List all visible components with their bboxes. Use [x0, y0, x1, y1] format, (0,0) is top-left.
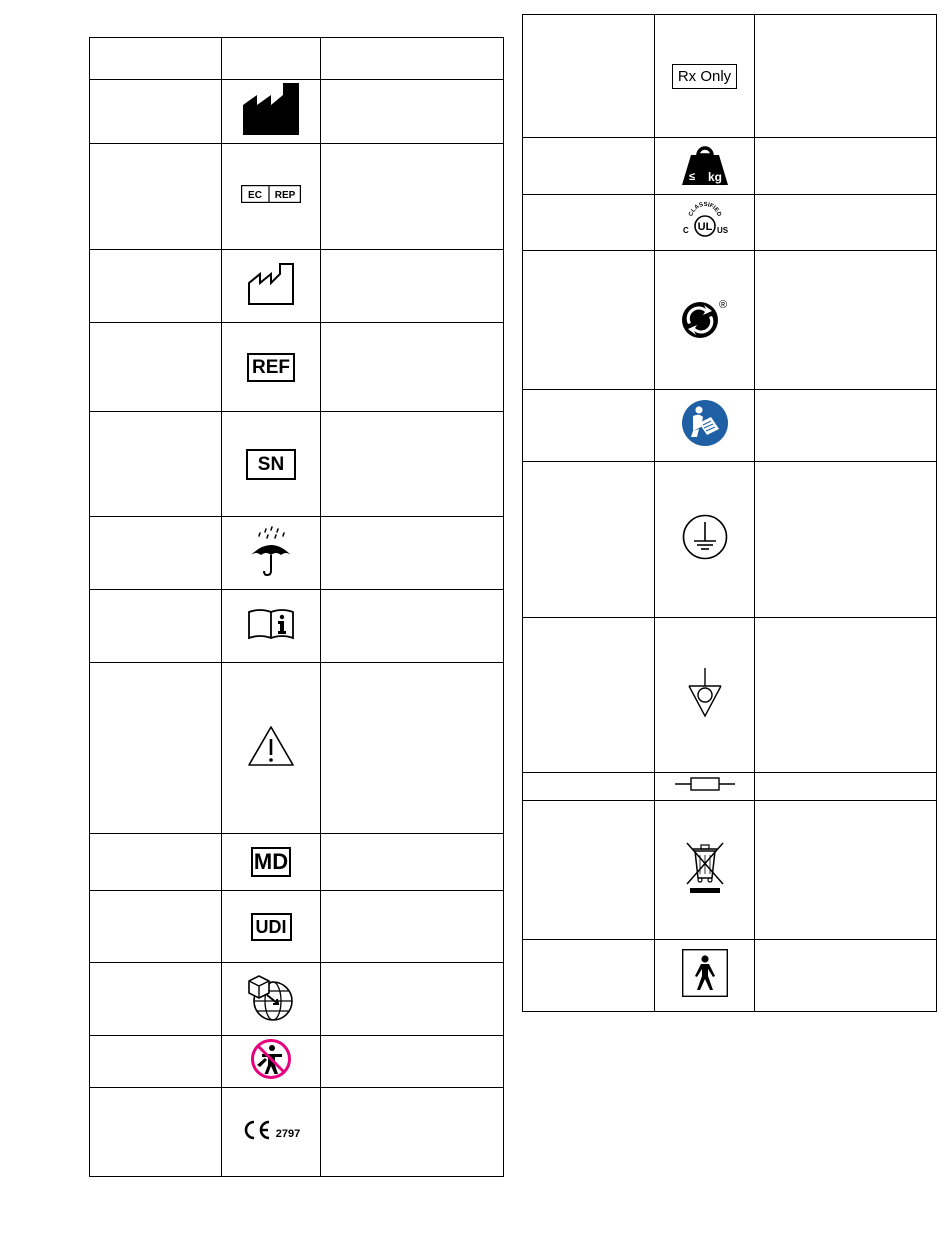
table-row: [90, 412, 504, 517]
medical-device-icon: MD: [251, 847, 291, 877]
ce-mark-icon: [242, 1120, 300, 1140]
table-row: [523, 462, 937, 618]
header-cell-2: [222, 38, 321, 80]
table-row: [90, 963, 504, 1036]
table-row: [90, 517, 504, 590]
svg-text:≤: ≤: [688, 170, 695, 183]
notified-body-number: 2797: [275, 1127, 301, 1140]
header-cell-1: [90, 38, 222, 80]
follow-instructions-icon: [681, 399, 729, 447]
equipotential-icon: [688, 668, 722, 718]
table-header-row: [90, 38, 504, 80]
svg-text:CLASSIFIED: CLASSIFIED: [687, 201, 722, 218]
udi-icon: UDI: [251, 913, 292, 941]
table-row: [523, 251, 937, 390]
table-row: [523, 390, 937, 462]
ec-rep-icon: [241, 185, 301, 203]
instructions-for-use-icon: [248, 608, 294, 640]
svg-text:kg: kg: [707, 169, 722, 184]
cul-us-icon: [680, 201, 730, 239]
svg-text:EC: EC: [248, 190, 262, 201]
svg-text:US: US: [716, 226, 728, 235]
table-row: [523, 195, 937, 251]
table-row: [523, 940, 937, 1012]
manufacturer-icon: [243, 83, 299, 135]
weee-icon: [685, 842, 725, 894]
table-row: [90, 1088, 504, 1177]
svg-text:UL: UL: [697, 221, 712, 233]
weight-icon: [681, 142, 729, 186]
table-row: [90, 891, 504, 963]
table-row: [90, 1036, 504, 1088]
table-row: [90, 663, 504, 834]
type-b-applied-part-icon: [682, 949, 728, 997]
date-of-manufacture-icon: [248, 263, 294, 305]
table-row: [90, 144, 504, 250]
symbols-table-left: [89, 37, 504, 1177]
symbols-table-right: [522, 14, 937, 1012]
table-row: [523, 138, 937, 195]
no-pushing-icon: [250, 1038, 292, 1080]
svg-text:REP: REP: [274, 190, 296, 201]
table-row: [523, 618, 937, 773]
table-row: [90, 80, 504, 144]
table-row: [90, 834, 504, 891]
table-row: [523, 15, 937, 138]
rx-only-icon: Rx Only: [672, 64, 737, 89]
importer-icon: [247, 973, 295, 1021]
fuse-icon: [675, 777, 735, 791]
table-row: [523, 773, 937, 801]
caution-icon: [247, 725, 295, 767]
protective-earth-icon: [682, 514, 728, 560]
header-cell-3: [321, 38, 504, 80]
svg-text:C: C: [682, 226, 689, 235]
keep-dry-icon: [248, 525, 294, 577]
table-row: [90, 250, 504, 323]
serial-number-icon: SN: [246, 449, 296, 480]
table-row: [523, 801, 937, 940]
svg-text:®: ®: [718, 298, 727, 311]
table-row: [90, 323, 504, 412]
table-row: [90, 590, 504, 663]
green-dot-icon: [678, 296, 732, 340]
ref-icon: REF: [247, 353, 295, 382]
